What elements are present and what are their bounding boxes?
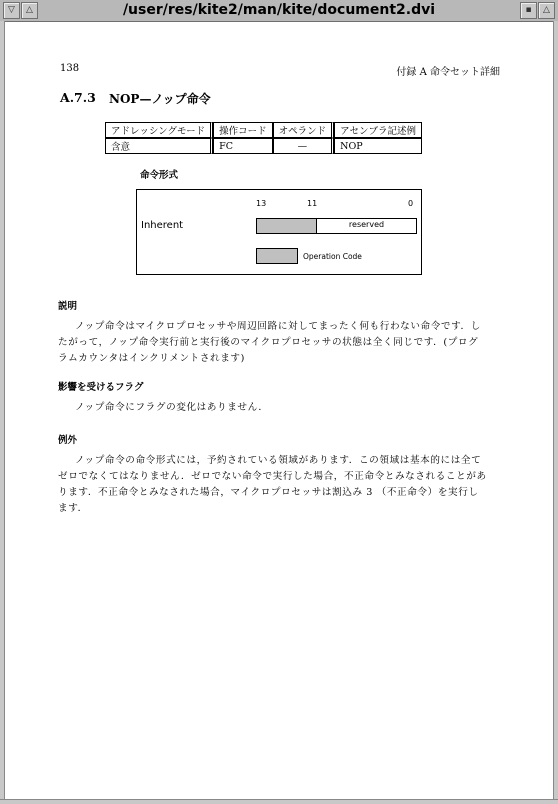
table-header-cell: アドレッシングモード <box>105 122 213 138</box>
table-cell: FC <box>213 138 273 154</box>
window-maximize-button[interactable]: △ <box>538 2 555 19</box>
instruction-format-diagram <box>136 189 422 275</box>
running-header: 付録 A 命令セット詳細 <box>396 67 500 78</box>
bit-label-mid: 11 <box>307 199 318 208</box>
window-minimize-button[interactable]: ▪ <box>520 2 537 19</box>
exception-line: ノップ命令の命令形式には，予約されている領域があります．この領域は基本的には全て <box>75 455 482 466</box>
mode-label: Inherent <box>141 220 184 231</box>
table-cell: 含意 <box>105 138 213 154</box>
table-header-cell: 操作コード <box>213 122 273 138</box>
exception-line: ります．不正命令とみなされた場合，マイクロプロセッサは割込み 3 （不正命令）を実行し <box>58 487 479 498</box>
format-heading: 命令形式 <box>140 170 179 181</box>
window-right-border[interactable] <box>553 21 558 804</box>
window-title: /user/res/kite2/man/kite/document2.dvi <box>122 2 436 18</box>
table-header-cell: オペランド <box>273 122 335 138</box>
reserved-label: reserved <box>348 220 385 229</box>
section-title: NOP—ノップ命令 <box>109 92 211 106</box>
window-menu-button[interactable]: ▽ <box>3 2 20 19</box>
opcode-field <box>256 218 317 234</box>
bit-label-low: 0 <box>408 199 414 208</box>
legend-label: Operation Code <box>303 252 362 261</box>
description-heading: 説明 <box>58 301 78 312</box>
window-raise-button[interactable]: △ <box>21 2 38 19</box>
exception-line: ゼロでなくてはなりません．ゼロでない命令で実行した場合，不正命令とみなされることがあ <box>58 471 487 482</box>
table-header-cell: アセンブラ記述例 <box>334 122 422 138</box>
page-number: 138 <box>60 63 80 74</box>
description-line: たがって，ノップ命令実行前と実行後のマイクロプロセッサの状態は全く同じです．(プログ <box>58 337 479 348</box>
section-number: A.7.3 <box>60 90 96 105</box>
window-bottom-border[interactable] <box>0 799 558 804</box>
bit-label-high: 13 <box>256 199 267 208</box>
description-line: ラムカウンタはインクリメントされます) <box>58 353 245 364</box>
flags-heading: 影響を受けるフラグ <box>58 382 144 393</box>
description-line: ノップ命令はマイクロプロセッサや周辺回路に対してまったく何も行わない命令です．し <box>75 321 481 332</box>
exception-line: ます． <box>58 503 88 514</box>
table-cell: — <box>273 138 335 154</box>
flags-text: ノップ命令にフラグの変化はありません． <box>75 402 269 413</box>
legend-swatch <box>256 248 298 264</box>
reserved-field <box>316 218 417 234</box>
instruction-table <box>105 122 422 154</box>
window-titlebar <box>0 0 558 22</box>
table-cell: NOP <box>334 138 422 154</box>
exceptions-heading: 例外 <box>58 435 78 446</box>
table-header-row <box>105 122 422 138</box>
table-row <box>105 138 422 154</box>
